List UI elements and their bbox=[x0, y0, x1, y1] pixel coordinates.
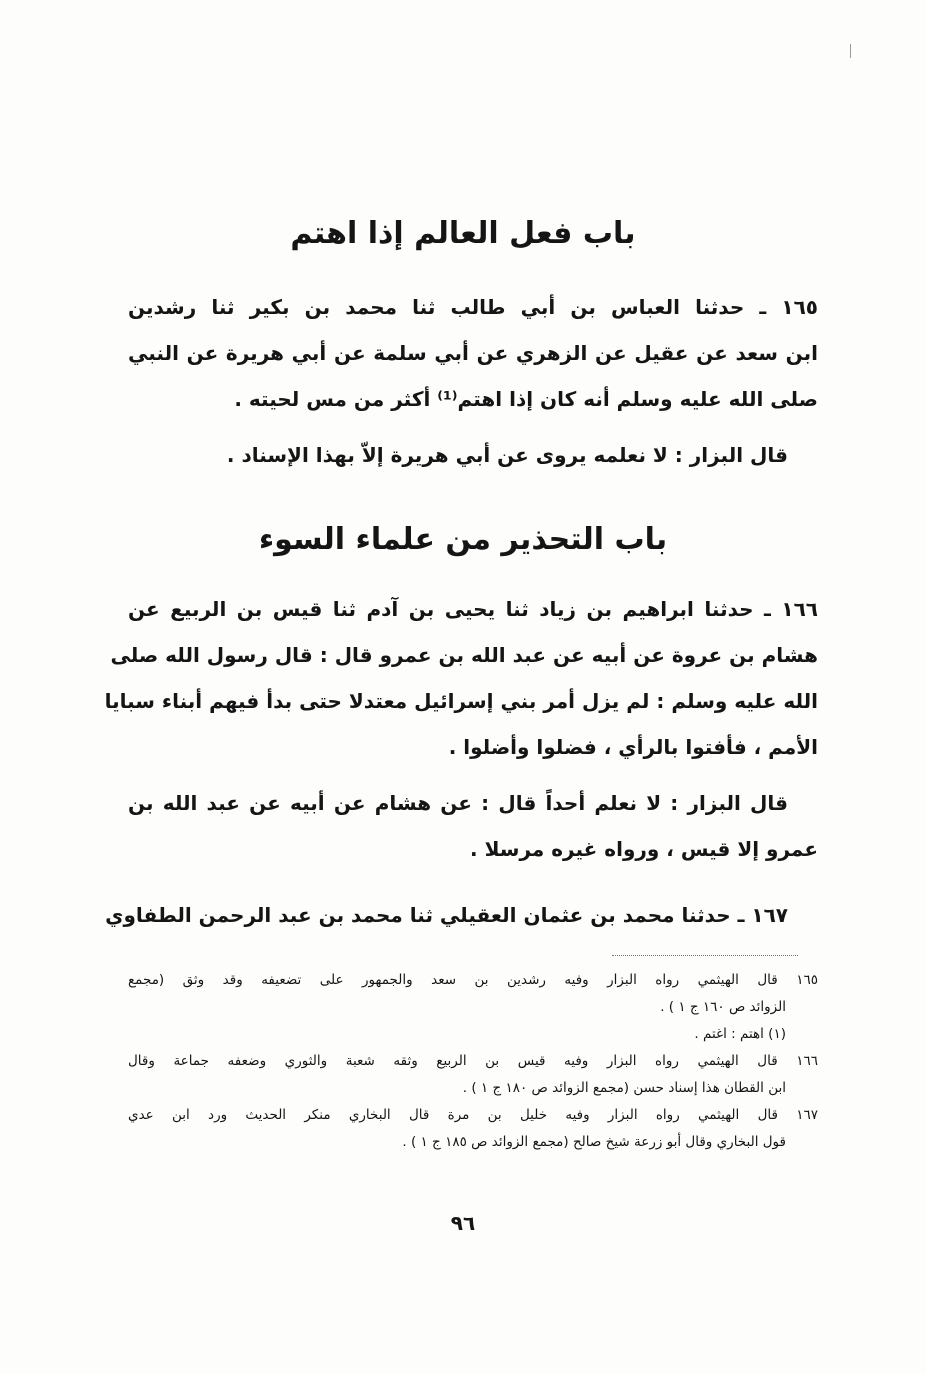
footnote-1: (١) اهتم : اغتم . bbox=[694, 1026, 786, 1042]
page-number: ٩٦ bbox=[450, 1211, 476, 1235]
footnote-165-line-1: ١٦٥ قال الهيثمي رواه البزار وفيه رشدين بن سعد والجمهور على تضعيفه وقد وثق (مجمع bbox=[128, 972, 818, 988]
hadith-165-line-2: ابن سعد عن عقيل عن الزهري عن أبي سلمة عن أبي هريرة عن النبي bbox=[128, 341, 818, 365]
hadith-166 bbox=[104, 586, 818, 770]
hadith-166-line-4: الأمم ، فأفتوا بالرأي ، فضلوا وأضلوا . bbox=[448, 735, 818, 759]
hadith-165-line-3: صلى الله عليه وسلم أنه كان إذا اهتم⁽¹⁾ أكثر من مس لحيته . bbox=[234, 387, 818, 411]
footnote-167-line-1: ١٦٧ قال الهيثمي رواه البزار وفيه خليل بن مرة قال البخاري منكر الحديث ورد ابن عدي bbox=[128, 1107, 818, 1123]
hadith-166-comment-line-1: قال البزار : لا نعلم أحداً قال : عن هشام عن أبيه عن عبد الله بن bbox=[128, 791, 788, 815]
hadith-167 bbox=[105, 892, 818, 938]
footnote-166-line-1: ١٦٦ قال الهيثمي رواه البزار وفيه قيس بن الربيع وثقه شعبة والثوري وضعفه جماعة وقال bbox=[128, 1053, 818, 1069]
chapter-heading-1: باب فعل العالم إذا اهتم bbox=[290, 216, 636, 251]
hadith-165-comment bbox=[128, 432, 818, 478]
hadith-165 bbox=[128, 284, 818, 422]
scan-speck bbox=[850, 44, 851, 58]
footnote-divider bbox=[612, 955, 798, 956]
hadith-166-line-2: هشام بن عروة عن أبيه عن عبد الله بن عمرو قال : قال رسول الله صلى bbox=[110, 643, 818, 667]
footnote-167-line-2: قول البخاري وقال أبو زرعة شيخ صالح (مجمع الزوائد ص ١٨٥ ج ١ ) . bbox=[402, 1134, 786, 1150]
footnote-166-line-2: ابن القطان هذا إسناد حسن (مجمع الزوائد ص ١٨٠ ج ١ ) . bbox=[462, 1080, 786, 1096]
hadith-166-comment-line-2: عمرو إلا قيس ، ورواه غيره مرسلا . bbox=[470, 837, 818, 861]
hadith-167-line-1: ١٦٧ ـ حدثنا محمد بن عثمان العقيلي ثنا محمد بن عبد الرحمن الطفاوي bbox=[105, 903, 788, 927]
hadith-166-line-3: الله عليه وسلم : لم يزل أمر بني إسرائيل معتدلا حتى بدأ فيهم أبناء سبايا bbox=[104, 689, 818, 713]
chapter-heading-2: باب التحذير من علماء السوء bbox=[258, 522, 668, 557]
hadith-166-line-1: ١٦٦ ـ حدثنا ابراهيم بن زياد ثنا يحيى بن آدم ثنا قيس بن الربيع عن bbox=[128, 597, 818, 621]
hadith-165-comment-line: قال البزار : لا نعلمه يروى عن أبي هريرة إلاّ بهذا الإسناد . bbox=[226, 443, 788, 467]
hadith-165-line-1: ١٦٥ ـ حدثنا العباس بن أبي طالب ثنا محمد بن بكير ثنا رشدين bbox=[128, 295, 818, 319]
footnote-165-line-2: الزوائد ص ١٦٠ ج ١ ) . bbox=[660, 999, 786, 1015]
hadith-166-comment bbox=[128, 780, 818, 872]
footnotes bbox=[128, 967, 818, 1156]
